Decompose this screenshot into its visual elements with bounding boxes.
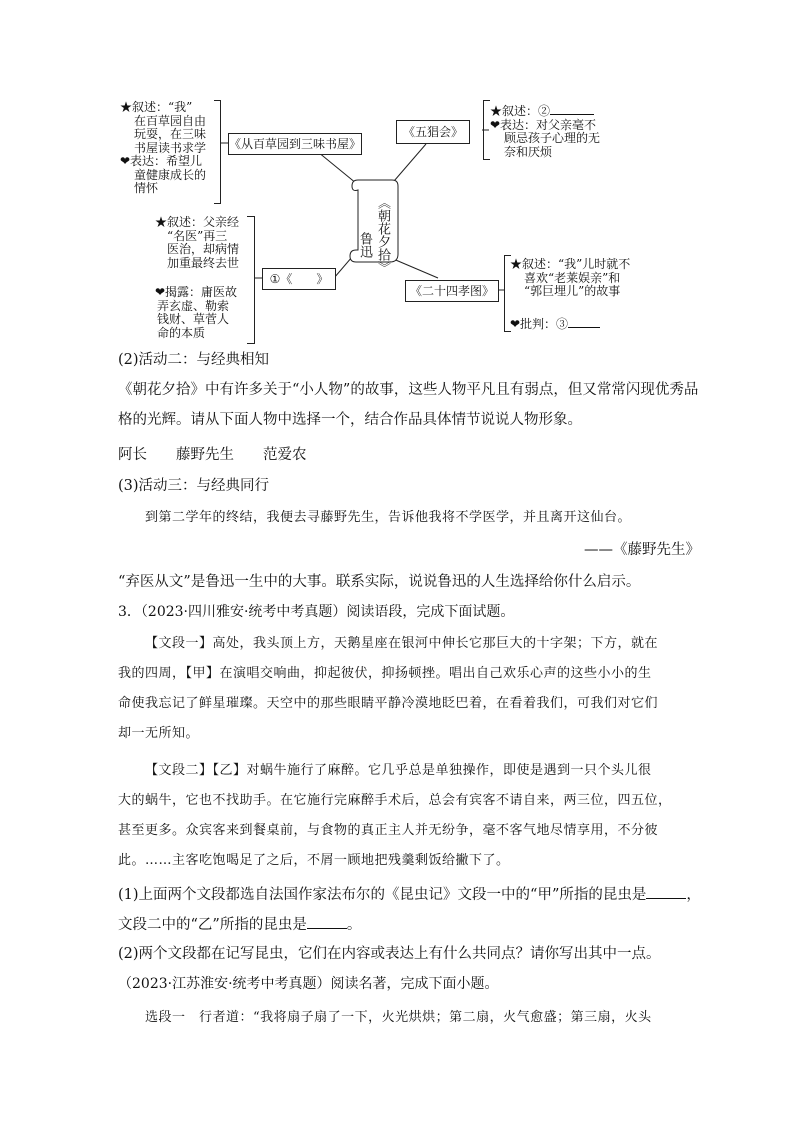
note2-narr xyxy=(490,102,610,119)
question-3-heading: 3．（2023·四川雅安·统考中考真题）阅读语段，完成下面试题。 xyxy=(118,604,515,620)
note3-narr-2: “名医”再三 xyxy=(167,228,228,243)
note4-narr-1: ★叙述：“我”儿时就不 xyxy=(510,257,631,271)
activity-3-question: “弃医从文”是鲁迅一生中的大事。联系实际，说说鲁迅的人生选择给你什么启示。 xyxy=(118,574,641,590)
box-wuchanghui xyxy=(396,120,470,144)
passage-1-line-3: 命使我忘记了鲜星璀璨。天空中的那些眼睛平静冷漠地眨巴着，在看着我们，可我们对它们 xyxy=(118,696,659,711)
note3-exp-3: 钱财、草菅人 xyxy=(157,312,230,326)
center-author xyxy=(357,232,371,262)
box-ershisi-label: 《二十四孝图》 xyxy=(409,284,494,298)
passage-2-line-2: 大的蜗牛，它也不找助手。在它施行完麻醉手术后，总会有宾客不请自来，两三位，四五位， xyxy=(118,793,672,808)
note4-crit-text: ❤批判：③ xyxy=(510,316,569,331)
blank-3[interactable] xyxy=(568,315,600,328)
activity-2-heading: (2)活动二：与经典相知 xyxy=(118,352,270,368)
note1-narr-3: 玩耍，在三味 xyxy=(134,127,207,141)
passage-2-line-3: 甚至更多。众宾客来到餐桌前，与食物的真正主人并无纷争，毫不客气地尽情享用，不分彼 xyxy=(118,823,659,838)
blank-2[interactable] xyxy=(550,102,594,115)
activity-2-para-2: 格的光辉。请从下面人物中选择一个，结合作品具体情节说说人物形象。 xyxy=(118,412,582,428)
question-3-1-line-1: (1)上面两个文段都选自法国作家法布尔的《昆虫记》文段一中的“甲”所指的昆虫是 ， xyxy=(118,884,701,905)
note4-narr-3: “郭巨埋儿”的故事 xyxy=(524,284,621,298)
quote-line: 到第二学年的终结，我便去寻藤野先生，告诉他我将不学医学，并且离开这仙台。 xyxy=(145,510,632,525)
note3-exp-4: 命的本质 xyxy=(157,325,206,340)
note-blank-1 xyxy=(155,216,251,340)
note1-narr-4: 书屋读书求学 xyxy=(134,140,207,155)
question-3-1-text-b: 文段二中的“乙”所指的昆虫是 xyxy=(118,917,307,933)
activity-2-para-1: 《朝花夕拾》中有许多关于“小人物”的故事，这些人物平凡且有弱点，但又常常闪现优秀品 xyxy=(118,382,699,398)
center-author-text: 鲁迅 xyxy=(357,232,372,258)
question-4-heading: （2023·江苏淮安·统考中考真题）阅读名著，完成下面小题。 xyxy=(118,976,499,992)
box-ershisi xyxy=(405,280,499,302)
note1-narr-2: 在百草园自由 xyxy=(134,113,207,128)
passage-2-line-1: 【文段二】【乙】对蜗牛施行了麻醉。它几乎总是单独操作，即使是遇到一只个头儿很 xyxy=(145,763,652,778)
selection-1-line-1: 选段一 行者道：“我将扇子扇了一下，火光烘烘；第二扇，火气愈盛；第三扇，火头 xyxy=(145,1010,652,1025)
center-title xyxy=(375,196,389,278)
passage-2-line-4: 此。……主客吃饱喝足了之后，不屑一顾地把残羹剩饭给撇下了。 xyxy=(118,853,510,868)
passage-1-line-2: 我的四周，【甲】在演唱交响曲，抑起彼伏，抑扬顿挫。唱出自己欢乐心声的这些小小的生 xyxy=(118,666,652,681)
question-3-1-text-a: (1)上面两个文段都选自法国作家法布尔的《昆虫记》文段一中的“甲”所指的昆虫是 xyxy=(118,887,647,903)
center-title-text: 《朝花夕拾》 xyxy=(375,196,390,274)
answer-blank-yi[interactable] xyxy=(307,914,347,929)
activity-3-heading: (3)活动三：与经典同行 xyxy=(118,478,270,494)
box-baicaoyuan xyxy=(228,133,362,155)
note2-expr-3: 奈和厌烦 xyxy=(504,144,553,159)
note3-exp-1: ❤揭露：庸医故 xyxy=(155,285,238,299)
question-3-1-line-2: 文段二中的“乙”所指的昆虫是 。 xyxy=(118,914,361,935)
quote-source: ——《藤野先生》 xyxy=(584,542,700,558)
passage-1-line-4: 却一无所知。 xyxy=(118,726,200,741)
note3-narr-1: ★叙述：父亲经 xyxy=(155,215,240,229)
note1-expr-3: 情怀 xyxy=(134,181,159,195)
note-ershisi xyxy=(510,258,650,331)
note1-expr-2: 童健康成长的 xyxy=(134,167,207,182)
note4-narr-2: 喜欢“老莱娱亲”和 xyxy=(524,270,621,285)
note2-narr-text: ★叙述：② xyxy=(490,104,551,118)
box-wuchanghui-label: 《五猖会》 xyxy=(402,125,463,139)
note2-expr-1: ❤表达：对父亲毫不 xyxy=(490,117,597,132)
passage-1-line-1: 【文段一】高处，我头顶上方，天鹅星座在银河中伸长它那巨大的十字架；下方，就在 xyxy=(145,636,659,651)
note3-exp-2: 弄玄虚、勒索 xyxy=(157,298,230,313)
box-baicaoyuan-label: 《从百草园到三味书屋》 xyxy=(229,137,362,151)
answer-blank-jia[interactable] xyxy=(646,884,686,899)
character-list: 阿长 藤野先生 范爱农 xyxy=(118,447,307,463)
note-wuchanghui xyxy=(490,102,610,159)
note4-crit xyxy=(510,315,650,332)
note2-expr-2: 顾忌孩子心理的无 xyxy=(504,131,601,145)
note3-narr-4: 加重最终去世 xyxy=(167,255,240,270)
note3-narr-3: 医治，却病情 xyxy=(167,242,240,256)
bracket-note-2 xyxy=(483,100,490,160)
note1-expr-1: ❤表达：希望儿 xyxy=(120,154,203,168)
question-3-2: (2)两个文段都在记写昆虫，它们在内容或表达上有什么共同点？请你写出其中一点。 xyxy=(118,946,661,962)
note1-narr-1: ★叙述：“我” xyxy=(120,100,193,114)
box-blank-1 xyxy=(262,268,336,290)
box-blank-1-label: ①《 》 xyxy=(269,272,329,286)
note-baicaoyuan xyxy=(120,101,216,196)
